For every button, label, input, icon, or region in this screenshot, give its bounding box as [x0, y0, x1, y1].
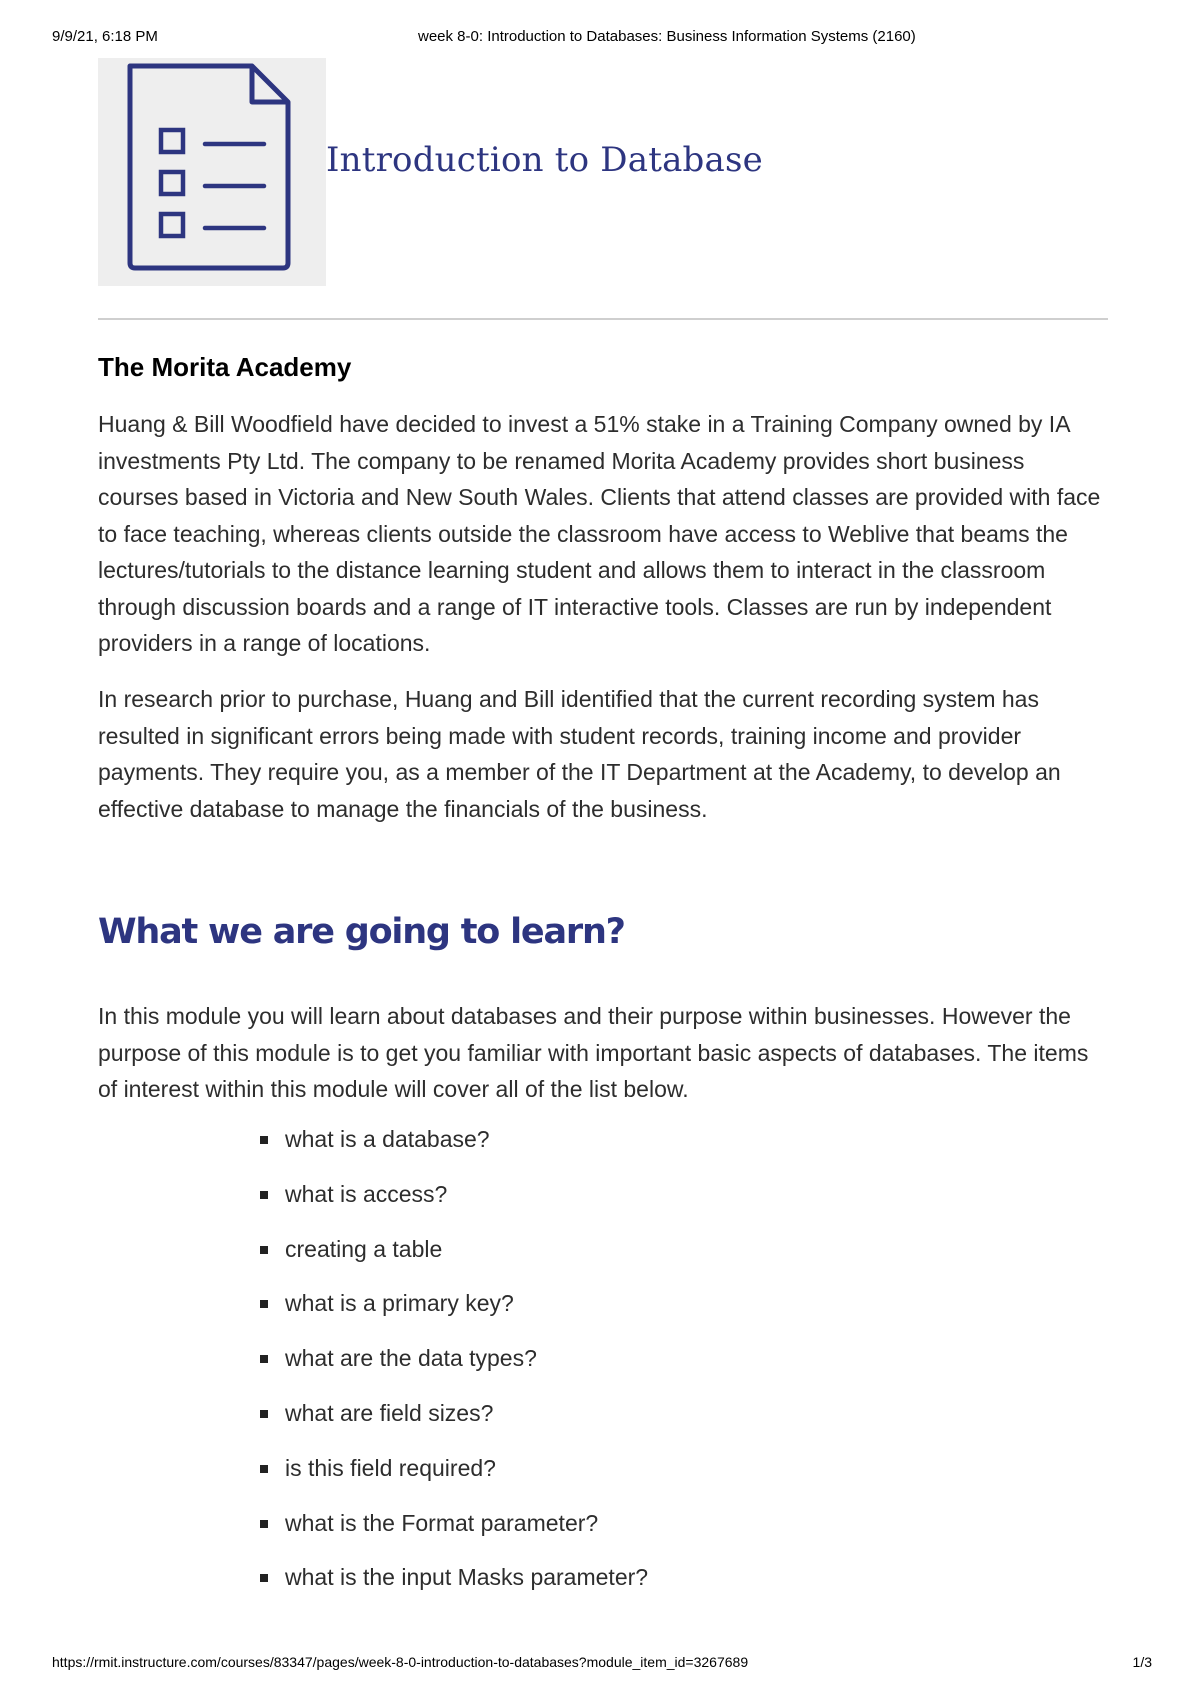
research-paragraph: In research prior to purchase, Huang and Bill identified that the current recording system has resulted in significant errors being made with student records, training income and provider payments. They require you, as a member of the IT Department at the Academy, to develop an effective database to manage the financials of the business.: [98, 686, 1061, 822]
bullet-icon: [260, 1410, 268, 1418]
list-item-text: is this field required?: [285, 1454, 496, 1481]
list-item-text: what is access?: [285, 1180, 448, 1207]
list-item-text: what is a database?: [285, 1126, 490, 1152]
document-checklist-icon: [98, 58, 326, 286]
module-intro-paragraph: In this module you will learn about databases and their purpose within businesses. However the purpose of this module is to get you familiar with important basic aspects of databases. The items of interest within this module will cover all of the list below.: [98, 1003, 1089, 1102]
print-page-title: week 8-0: Introduction to Databases: Business Information Systems (2160): [418, 28, 916, 45]
learn-heading: What we are going to learn?: [98, 912, 625, 952]
list-item: [258, 1562, 648, 1617]
list-item: [258, 1288, 648, 1343]
print-date: 9/9/21, 6:18 PM: [52, 28, 158, 45]
print-header: [52, 28, 1148, 48]
banner-title: Introduction to Database: [326, 140, 763, 180]
page-url-link[interactable]: https://rmit.instructure.com/courses/83347/pages/week-8-0-introduction-to-databases?module_item_id=3267689: [52, 1654, 749, 1670]
list-item: [258, 1234, 648, 1289]
bullet-icon: [260, 1520, 268, 1528]
list-item-text: what is the Format parameter?: [285, 1509, 599, 1536]
list-item-text: what is a primary key?: [285, 1290, 514, 1317]
list-item: [258, 1453, 648, 1508]
bullet-icon: [260, 1465, 268, 1473]
list-item: [258, 1508, 648, 1563]
bullet-icon: [260, 1355, 268, 1363]
list-item-text: what are the data types?: [285, 1345, 537, 1372]
list-item: [258, 1343, 648, 1398]
bullet-icon: [260, 1136, 268, 1144]
section-heading: The Morita Academy: [98, 352, 352, 382]
list-item: [258, 1124, 648, 1179]
list-item: [258, 1179, 648, 1234]
list-item-text: creating a table: [285, 1235, 443, 1262]
list-item: [258, 1398, 648, 1453]
page-number: 1/3: [1132, 1654, 1152, 1670]
list-item-text: what is the input Masks parameter?: [285, 1564, 649, 1591]
bullet-icon: [260, 1246, 268, 1254]
bullet-icon: [260, 1191, 268, 1199]
bullet-icon: [260, 1300, 268, 1308]
bullet-icon: [260, 1574, 268, 1582]
print-footer: [52, 1654, 1152, 1674]
divider: [98, 318, 1108, 320]
topic-list: [258, 1124, 648, 1617]
list-item-text: what are field sizes?: [285, 1399, 494, 1426]
banner-icon-box: [98, 58, 326, 286]
page-banner: [98, 58, 1108, 288]
intro-paragraph: Huang & Bill Woodfield have decided to invest a 51% stake in a Training Company owned by IA investments Pty Ltd. The company to be renamed Morita Academy provides short business courses based in Victoria and New South Wales. Clients that attend classes are provided with face to face teaching, whereas clients outside the classroom have access to Weblive that beams the lectures/tutorials to the distance learning student and allows them to interact in the classroom through discussion boards and a range of IT interactive tools. Classes are run by independent providers in a range of locations.: [98, 411, 1101, 656]
